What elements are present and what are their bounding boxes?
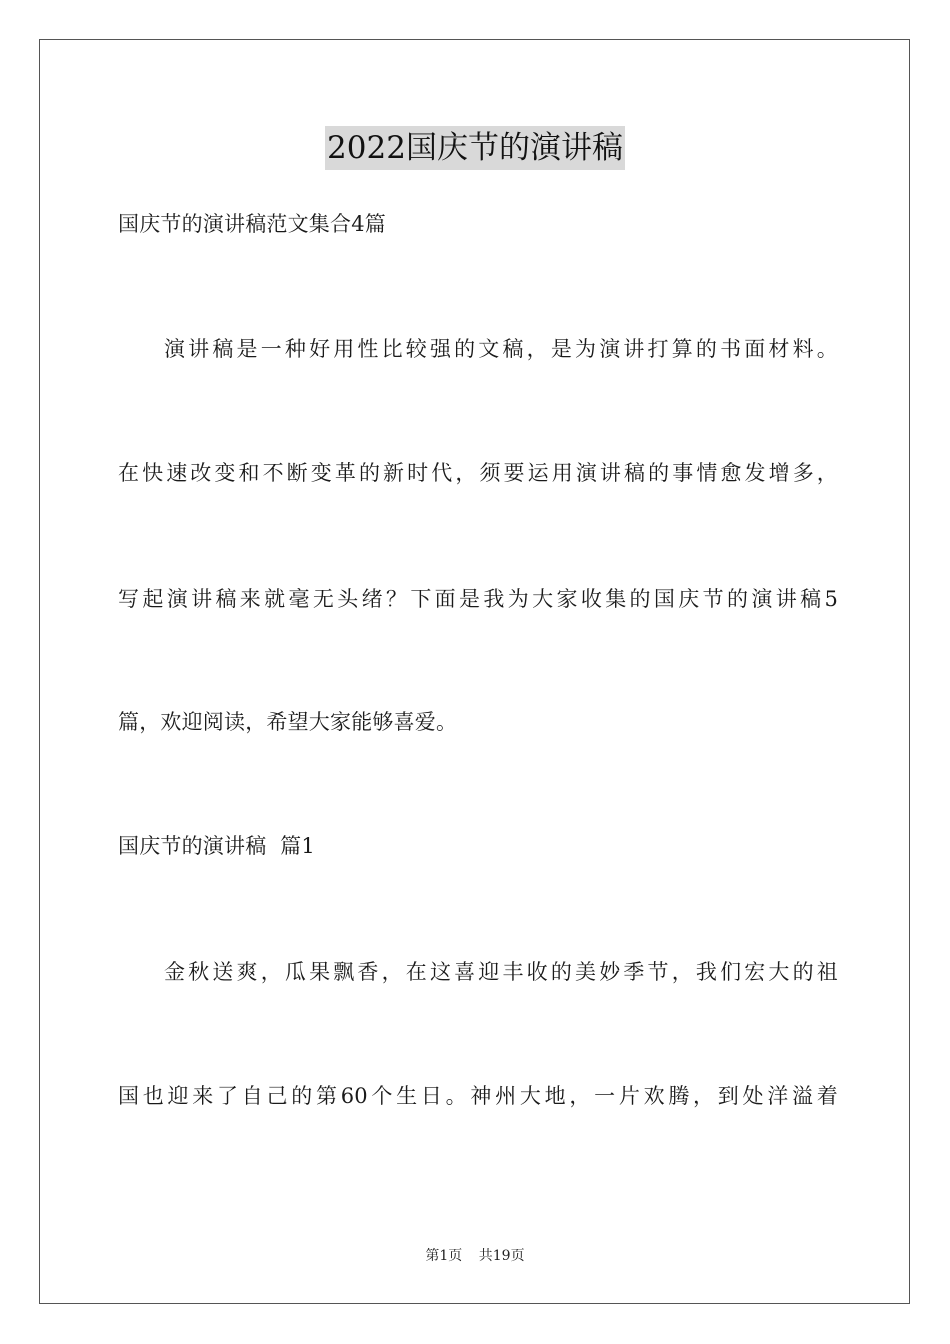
paragraph-line: 金秋送爽，瓜果飘香，在这喜迎丰收的美妙季节，我们宏大的祖 [164,960,838,984]
paragraph-line: 在快速改变和不断变革的新时代，须要运用演讲稿的事情愈发增多， [118,461,838,485]
total-pages: 共19页 [478,1248,525,1264]
paragraph-line: 国也迎来了自己的第60个生日。神州大地，一片欢腾，到处洋溢着 [118,1084,838,1108]
paragraph-line: 演讲稿是一种好用性比较强的文稿，是为演讲打算的书面材料。 [164,337,838,361]
paragraph-line: 篇，欢迎阅读，希望大家能够喜爱。 [118,710,458,734]
document-title: 2022国庆节的演讲稿 [325,126,625,170]
title-container [0,126,950,170]
document-subtitle: 国庆节的演讲稿范文集合4篇 [118,212,386,236]
section-heading: 国庆节的演讲稿 篇1 [118,834,315,858]
paragraph-line: 写起演讲稿来就毫无头绪？下面是我为大家收集的国庆节的演讲稿5 [118,587,838,611]
page-number: 第1页 [425,1248,463,1264]
page-footer [0,1246,950,1266]
